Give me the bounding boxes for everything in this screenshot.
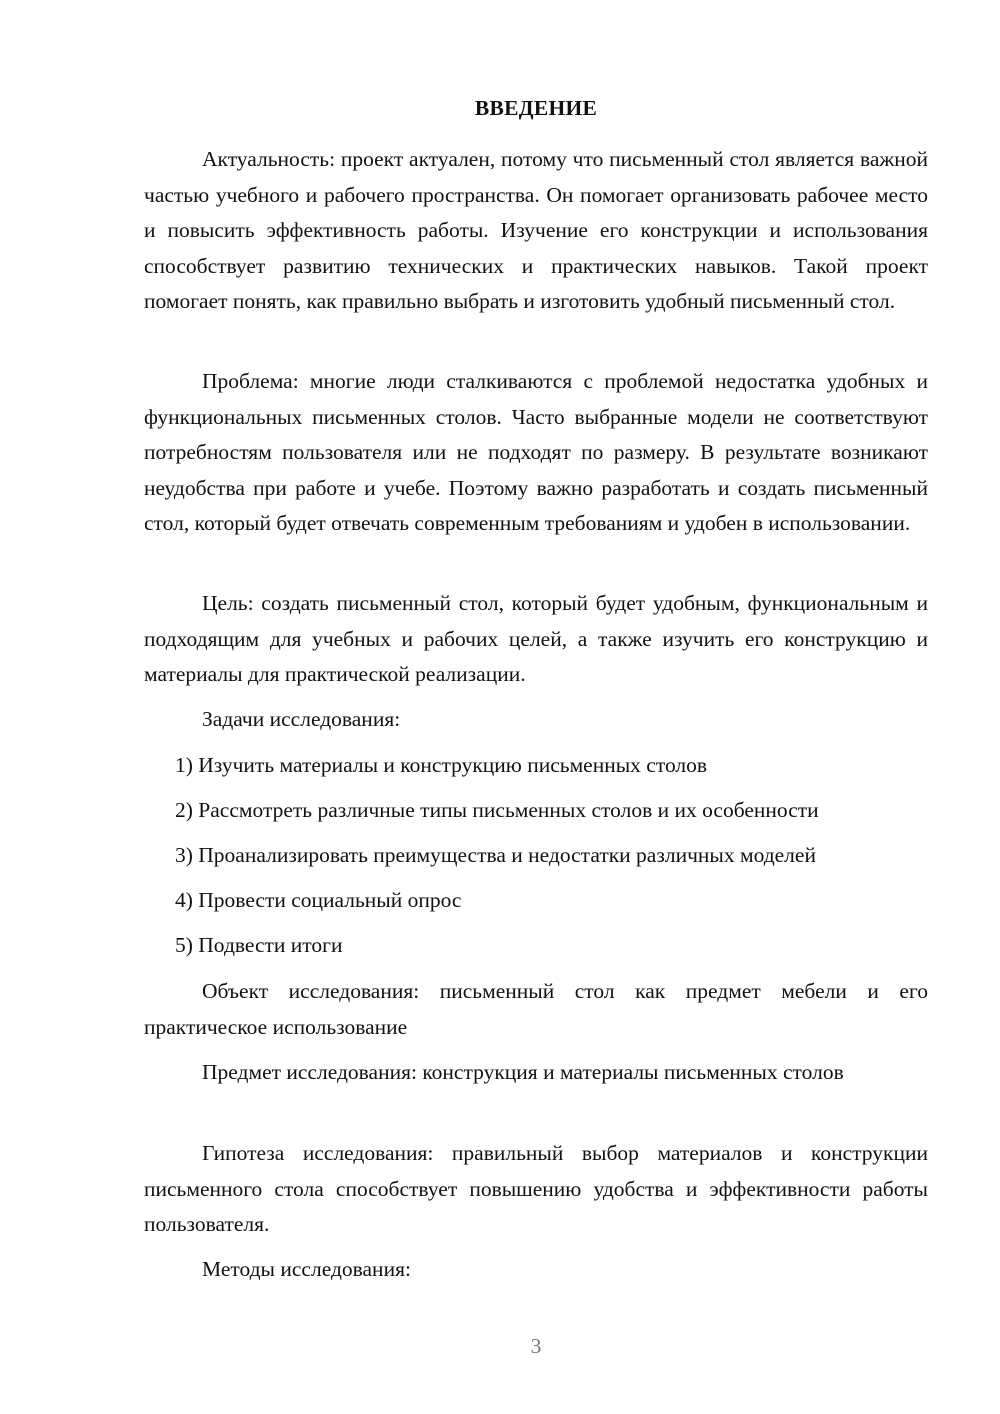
- section-heading: ВВЕДЕНИЕ: [474, 96, 598, 120]
- paragraph-relevance: Актуальность: проект актуален, потому что письменный стол является важной частью учебного и рабочего пространства. Он помогает организовать рабочее место и повысить эффективность работы. Изучение его конструкции и использования способствует развитию технических и практических навыков. Такой проект помогает понять, как правильно выбрать и изготовить удобный письменный стол.: [144, 147, 928, 313]
- tasks-title: Задачи исследования:: [202, 707, 401, 731]
- methods-title: Методы исследования:: [202, 1257, 411, 1281]
- task-item-5: 5) Подвести итоги: [175, 933, 343, 957]
- task-item-2: 2) Рассмотреть различные типы письменных столов и их особенности: [175, 798, 819, 822]
- paragraph-subject: Предмет исследования: конструкция и материалы письменных столов: [202, 1060, 844, 1084]
- paragraph-problem: Проблема: многие люди сталкиваются с проблемой недостатка удобных и функциональных письменных столов. Часто выбранные модели не соответствуют потребностям пользователя или не подходят по размеру. В результате возникают неудобства при работе и учебе. Поэтому важно разработать и создать письменный стол, который будет отвечать современным требованиям и удобен в использовании.: [144, 369, 928, 535]
- paragraph-goal: Цель: создать письменный стол, который будет удобным, функциональным и подходящим для учебных и рабочих целей, а также изучить его конструкцию и материалы для практической реализации.: [144, 591, 928, 686]
- task-item-1: 1) Изучить материалы и конструкцию письменных столов: [175, 753, 708, 777]
- task-item-3: 3) Проанализировать преимущества и недостатки различных моделей: [175, 843, 816, 867]
- paragraph-hypothesis: Гипотеза исследования: правильный выбор материалов и конструкции письменного стола способствует повышению удобства и эффективности работы пользователя.: [144, 1141, 928, 1236]
- page-number: 3: [530, 1334, 542, 1358]
- paragraph-object: Объект исследования: письменный стол как предмет мебели и его практическое использование: [144, 979, 928, 1039]
- task-item-4: 4) Провести социальный опрос: [175, 888, 462, 912]
